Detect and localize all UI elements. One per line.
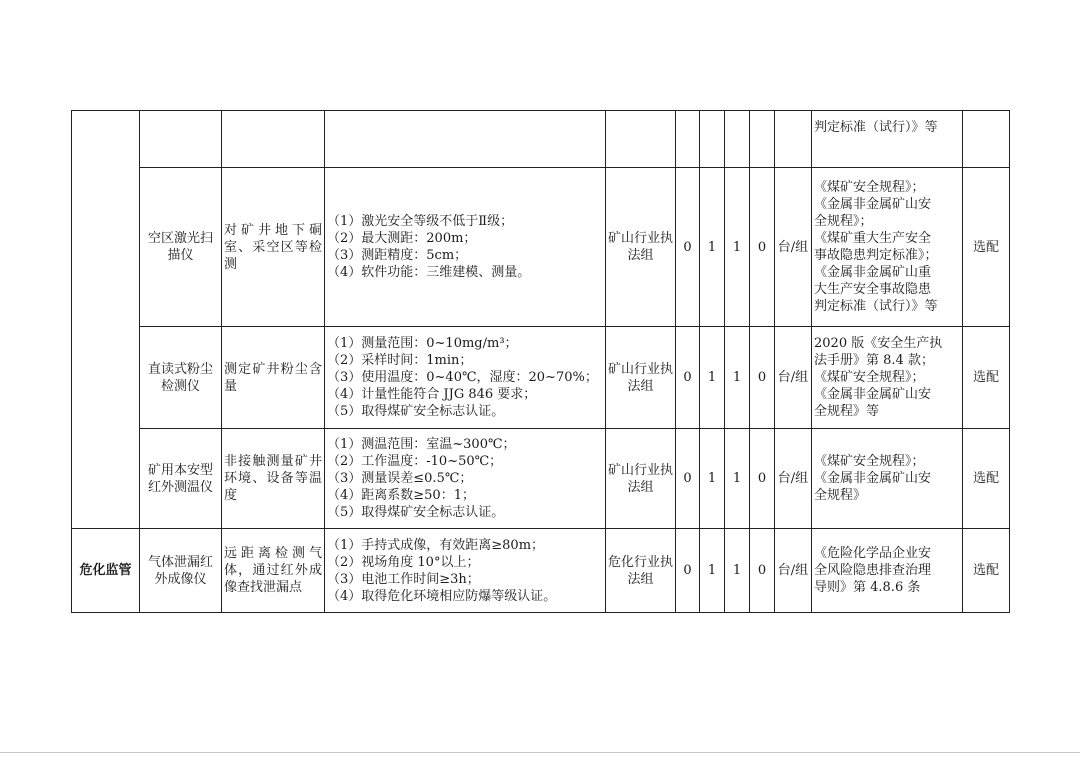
spec-cell bbox=[325, 111, 606, 168]
spec-line: （5）取得煤矿安全标志认证。 bbox=[327, 404, 505, 419]
basis-line: 《金属非金属矿山安 bbox=[814, 197, 932, 212]
spec-line: （2）视场角度 10°以上； bbox=[327, 554, 480, 570]
spec-cell bbox=[325, 168, 606, 327]
basis-line: 《金属非金属矿山重 bbox=[814, 265, 932, 280]
qty-cell: 1 bbox=[725, 327, 750, 429]
config-cell: 选配 bbox=[963, 327, 1010, 429]
basis-line: 《煤矿安全规程》； bbox=[814, 180, 925, 195]
device-name-cell bbox=[140, 111, 222, 168]
spec-cell bbox=[325, 429, 606, 529]
device-name-cell: 矿用本安型红外测温仪 bbox=[140, 429, 222, 529]
basis-line: 《金属非金属矿山安 bbox=[814, 387, 932, 402]
qty-cell: 1 bbox=[725, 168, 750, 327]
qty-cell bbox=[700, 111, 725, 168]
spec-line: （3）使用温度：0~40℃，湿度：20~70%； bbox=[327, 370, 598, 385]
basis-line: 《煤矿安全规程》； bbox=[814, 370, 925, 385]
config-cell bbox=[963, 111, 1010, 168]
measure-unit-cell: 台/组 bbox=[775, 327, 812, 429]
basis-line: 全规程》等 bbox=[814, 404, 880, 419]
spec-line: （1）测量范围：0~10mg/m³； bbox=[327, 336, 518, 351]
basis-line: 大生产安全事故隐患 bbox=[814, 282, 932, 297]
basis-line: 导则》第 4.8.6 条 bbox=[814, 580, 921, 595]
unit-cell: 危化行业执法组 bbox=[606, 529, 676, 613]
qty-cell: 0 bbox=[676, 529, 700, 613]
basis-line: 判定标准（试行）》等 bbox=[814, 120, 938, 135]
table-row bbox=[72, 327, 1010, 429]
spec-line: （3）测距精度：5cm； bbox=[327, 248, 468, 263]
table-row bbox=[72, 429, 1010, 529]
spec-line: （5）取得煤矿安全标志认证。 bbox=[327, 505, 505, 520]
purpose-cell: 远距离检测气体，通过红外成像查找泄漏点 bbox=[222, 529, 325, 613]
qty-cell: 1 bbox=[700, 529, 725, 613]
spec-line: （2）最大测距：200m； bbox=[327, 231, 477, 246]
spec-line: （1）激光安全等级不低于Ⅱ级； bbox=[327, 214, 514, 229]
purpose-cell: 测定矿井粉尘含量 bbox=[222, 327, 325, 429]
purpose-cell bbox=[222, 111, 325, 168]
config-cell: 选配 bbox=[963, 429, 1010, 529]
basis-line: 法手册》第 8.4 款； bbox=[814, 353, 934, 368]
spec-line: （4）距离系数≥50：1； bbox=[327, 488, 475, 503]
qty-cell: 0 bbox=[750, 529, 775, 613]
table-row bbox=[72, 529, 1010, 613]
config-cell: 选配 bbox=[963, 168, 1010, 327]
purpose-cell: 非接触测量矿井环境、设备等温度 bbox=[222, 429, 325, 529]
spec-line: （3）电池工作时间≥3h； bbox=[327, 571, 480, 587]
spec-line: （2）采样时间：1min； bbox=[327, 353, 473, 368]
basis-cell bbox=[812, 168, 963, 327]
purpose-cell: 对矿井地下硐室、采空区等检测 bbox=[222, 168, 325, 327]
qty-cell: 1 bbox=[725, 429, 750, 529]
unit-cell: 矿山行业执法组 bbox=[606, 327, 676, 429]
measure-unit-cell: 台/组 bbox=[775, 168, 812, 327]
measure-unit-cell bbox=[775, 111, 812, 168]
qty-cell: 1 bbox=[700, 327, 725, 429]
basis-cell bbox=[812, 529, 963, 613]
unit-cell: 矿山行业执法组 bbox=[606, 429, 676, 529]
device-name-cell: 气体泄漏红外成像仪 bbox=[140, 529, 222, 613]
basis-line: 《金属非金属矿山安 bbox=[814, 471, 932, 486]
table-row bbox=[72, 111, 1010, 168]
spec-line: （1）测温范围：室温~300℃； bbox=[327, 437, 516, 452]
qty-cell: 0 bbox=[676, 327, 700, 429]
qty-cell bbox=[676, 111, 700, 168]
spec-line: （1）手持式成像，有效距离≥80m； bbox=[327, 537, 545, 553]
qty-cell: 0 bbox=[676, 168, 700, 327]
spec-line: （4）计量性能符合 JJG 846 要求； bbox=[327, 387, 537, 402]
basis-line: 判定标准（试行）》等 bbox=[814, 299, 938, 314]
qty-cell: 1 bbox=[700, 168, 725, 327]
basis-cell bbox=[812, 429, 963, 529]
basis-line: 2020 版《安全生产执 bbox=[814, 336, 943, 351]
qty-cell bbox=[750, 111, 775, 168]
spec-line: （2）工作温度：-10~50℃； bbox=[327, 454, 503, 469]
basis-line: 全规程》 bbox=[814, 488, 867, 503]
unit-cell: 矿山行业执法组 bbox=[606, 168, 676, 327]
qty-cell bbox=[725, 111, 750, 168]
device-name-cell: 空区激光扫描仪 bbox=[140, 168, 222, 327]
unit-cell bbox=[606, 111, 676, 168]
basis-line: 全规程》； bbox=[814, 214, 873, 229]
config-cell: 选配 bbox=[963, 529, 1010, 613]
qty-cell: 1 bbox=[700, 429, 725, 529]
qty-cell: 0 bbox=[750, 168, 775, 327]
basis-cell bbox=[812, 327, 963, 429]
basis-cell bbox=[812, 111, 963, 168]
qty-cell: 0 bbox=[750, 429, 775, 529]
spec-cell bbox=[325, 529, 606, 613]
qty-cell: 0 bbox=[676, 429, 700, 529]
spec-line: （4）取得危化环境相应防爆等级认证。 bbox=[327, 588, 557, 604]
spec-cell bbox=[325, 327, 606, 429]
basis-line: 事故隐患判定标准》； bbox=[814, 248, 938, 263]
spec-line: （4）软件功能：三维建模、测量。 bbox=[327, 265, 531, 280]
qty-cell: 0 bbox=[750, 327, 775, 429]
category-cell bbox=[72, 111, 140, 529]
basis-line: 《煤矿重大生产安全 bbox=[814, 231, 932, 246]
category-cell: 危化监管 bbox=[72, 529, 140, 613]
page-bottom-rule bbox=[0, 752, 1080, 753]
measure-unit-cell: 台/组 bbox=[775, 529, 812, 613]
basis-line: 全风险隐患排查治理 bbox=[814, 563, 932, 578]
device-name-cell: 直读式粉尘检测仪 bbox=[140, 327, 222, 429]
measure-unit-cell: 台/组 bbox=[775, 429, 812, 529]
basis-line: 《危险化学品企业安 bbox=[814, 546, 932, 561]
table-row bbox=[72, 168, 1010, 327]
spec-line: （3）测量误差≤0.5℃； bbox=[327, 471, 473, 486]
qty-cell: 1 bbox=[725, 529, 750, 613]
basis-line: 《煤矿安全规程》； bbox=[814, 454, 925, 469]
equipment-table bbox=[71, 110, 1010, 613]
